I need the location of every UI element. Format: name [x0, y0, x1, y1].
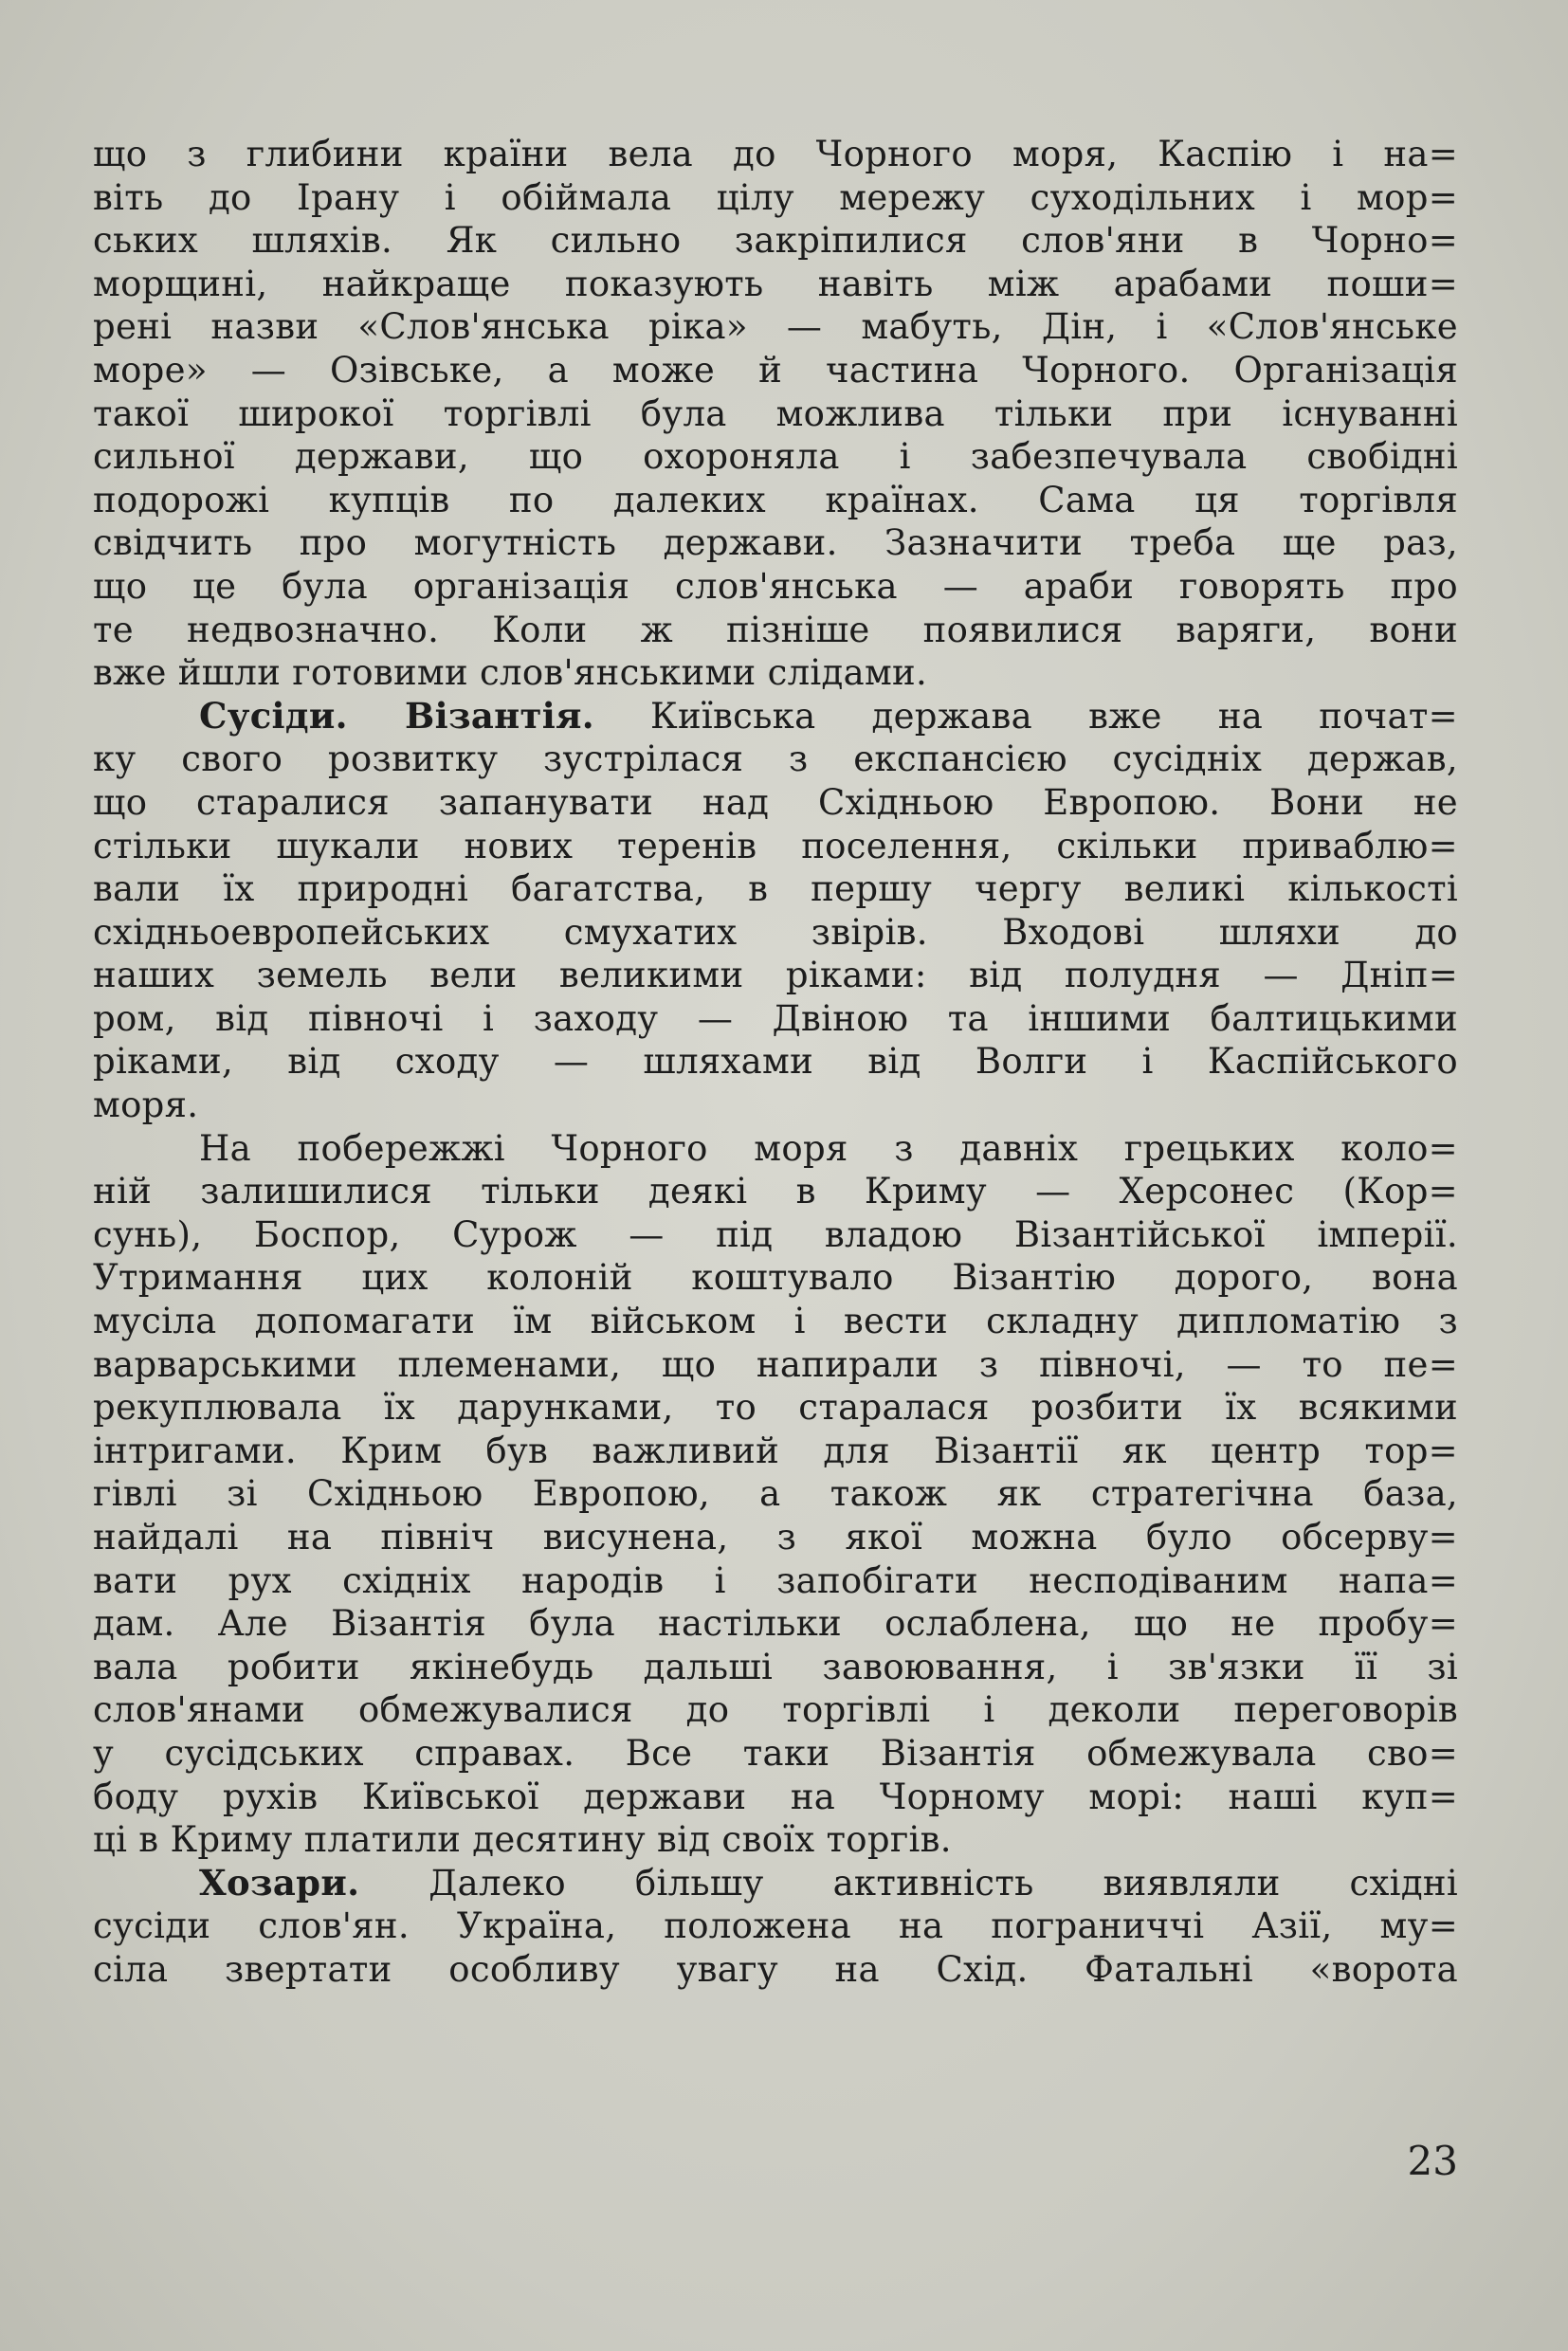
text-line — [93, 695, 1458, 738]
section-heading-byzantium: Сусіди. Візантія. — [199, 694, 594, 737]
text-line: ських шляхів. Як сильно закріпилися слов'яни в Чорно= — [93, 220, 1458, 262]
text-line: сіла звертати особливу увагу на Схід. Фатальні «ворота — [93, 1948, 1458, 1990]
text-line: вже йшли готовими слов'янськими слідами. — [93, 652, 928, 694]
page-number: 23 — [1407, 2138, 1458, 2184]
paragraph-4 — [93, 1862, 1458, 1992]
text-line: стільки шукали нових теренів поселення, скільки приваблю= — [93, 825, 1458, 866]
text-line: боду рухів Київської держави на Чорному морі: наші куп= — [93, 1776, 1458, 1817]
text-line: подорожі купців по далеких країнах. Сама ця торгівля — [93, 479, 1458, 520]
paragraph-3 — [93, 1127, 1458, 1862]
text-line: сусіди слов'ян. Україна, положена на пограниччі Азії, му= — [93, 1905, 1458, 1947]
text-line: що з глибини країни вела до Чорного моря, Каспію і на= — [93, 134, 1458, 174]
text-line: наших земель вели великими ріками: від полудня — Дніп= — [93, 955, 1458, 996]
text-line: ром, від півночі і заходу — Двіною та іншими балтицькими — [93, 997, 1458, 1039]
text-line: рекуплювала їх дарунками, то старалася розбити їх всякими — [93, 1387, 1458, 1429]
text-line: гівлі зі Східньою Европою, а також як стратегічна база, — [93, 1473, 1458, 1515]
text-line: море» — Озівське, а може й частина Чорного. Організація — [93, 349, 1458, 391]
text-line: дам. Але Візантія була настільки ослаблена, що не пробу= — [93, 1603, 1458, 1645]
body-text — [93, 133, 1458, 1992]
text-line: свідчить про могутність держави. Зазначити треба ще раз, — [93, 522, 1458, 564]
text-line: ріками, від сходу — шляхами від Волги і Каспійського — [93, 1041, 1458, 1083]
text-line: інтригами. Крим був важливий для Візантії як центр тор= — [93, 1430, 1458, 1471]
text-line: що це була організація слов'янська — араби говорять про — [93, 565, 1458, 607]
text-line: сильної держави, що охороняла і забезпечувала свобідні — [93, 436, 1458, 478]
text-line: слов'янами обмежувалися до торгівлі і деколи переговорів — [93, 1689, 1458, 1731]
section-heading-khazars: Хозари. — [199, 1861, 360, 1904]
text-line: такої широкої торгівлі була можлива тільки при існуванні — [93, 392, 1458, 434]
text-line: віть до Ірану і обіймала цілу мережу суходільних і мор= — [93, 176, 1458, 218]
text-line: ку свого розвитку зустрілася з експансією сусідніх держав, — [93, 738, 1458, 780]
text-line: На побережжі Чорного моря з давніх грецьких коло= — [199, 1127, 1458, 1169]
text-line: моря. — [93, 1084, 199, 1126]
text-line: варварськими племенами, що напирали з півночі, — то пе= — [93, 1343, 1458, 1385]
paragraph-1 — [93, 133, 1458, 695]
text-fragment: Київська держава вже на почат= — [593, 695, 1458, 737]
text-line: Утримання цих колоній коштувало Візантію дорого, вона — [93, 1257, 1458, 1299]
text-line: те недвозначно. Коли ж пізніше появилися варяги, вони — [93, 609, 1458, 650]
text-line: у сусідських справах. Все таки Візантія обмежувала сво= — [93, 1732, 1458, 1774]
text-line: ці в Криму платили десятину від своїх торгів. — [93, 1819, 952, 1861]
text-line: східньоевропейських смухатих звірів. Входові шляхи до — [93, 911, 1458, 953]
text-line: мусіла допомагати їм військом і вести складну дипломатію з — [93, 1301, 1458, 1342]
text-line: вала робити якінебудь дальші завоювання, і зв'язки її зі — [93, 1646, 1458, 1687]
text-line: рені назви «Слов'янська ріка» — мабуть, Дін, і «Слов'янське — [93, 306, 1458, 348]
text-line: ній залишилися тільки деякі в Криму — Херсонес (Кор= — [93, 1171, 1458, 1212]
text-fragment: Далеко більшу активність виявляли східні — [359, 1862, 1458, 1904]
paragraph-2 — [93, 695, 1458, 1127]
text-line: вали їх природні багатства, в першу чергу великі кількості — [93, 868, 1458, 910]
text-line: морщині, найкраще показують навіть між арабами поши= — [93, 263, 1458, 304]
text-line: вати рух східніх народів і запобігати несподіваним напа= — [93, 1559, 1458, 1601]
text-line: сунь), Боспор, Сурож — під владою Візантійської імперії. — [93, 1213, 1458, 1255]
text-line: найдалі на північ висунена, з якої можна було обсерву= — [93, 1517, 1458, 1558]
text-line — [93, 1862, 1458, 1905]
text-line: що старалися запанувати над Східньою Европою. Вони не — [93, 781, 1458, 823]
